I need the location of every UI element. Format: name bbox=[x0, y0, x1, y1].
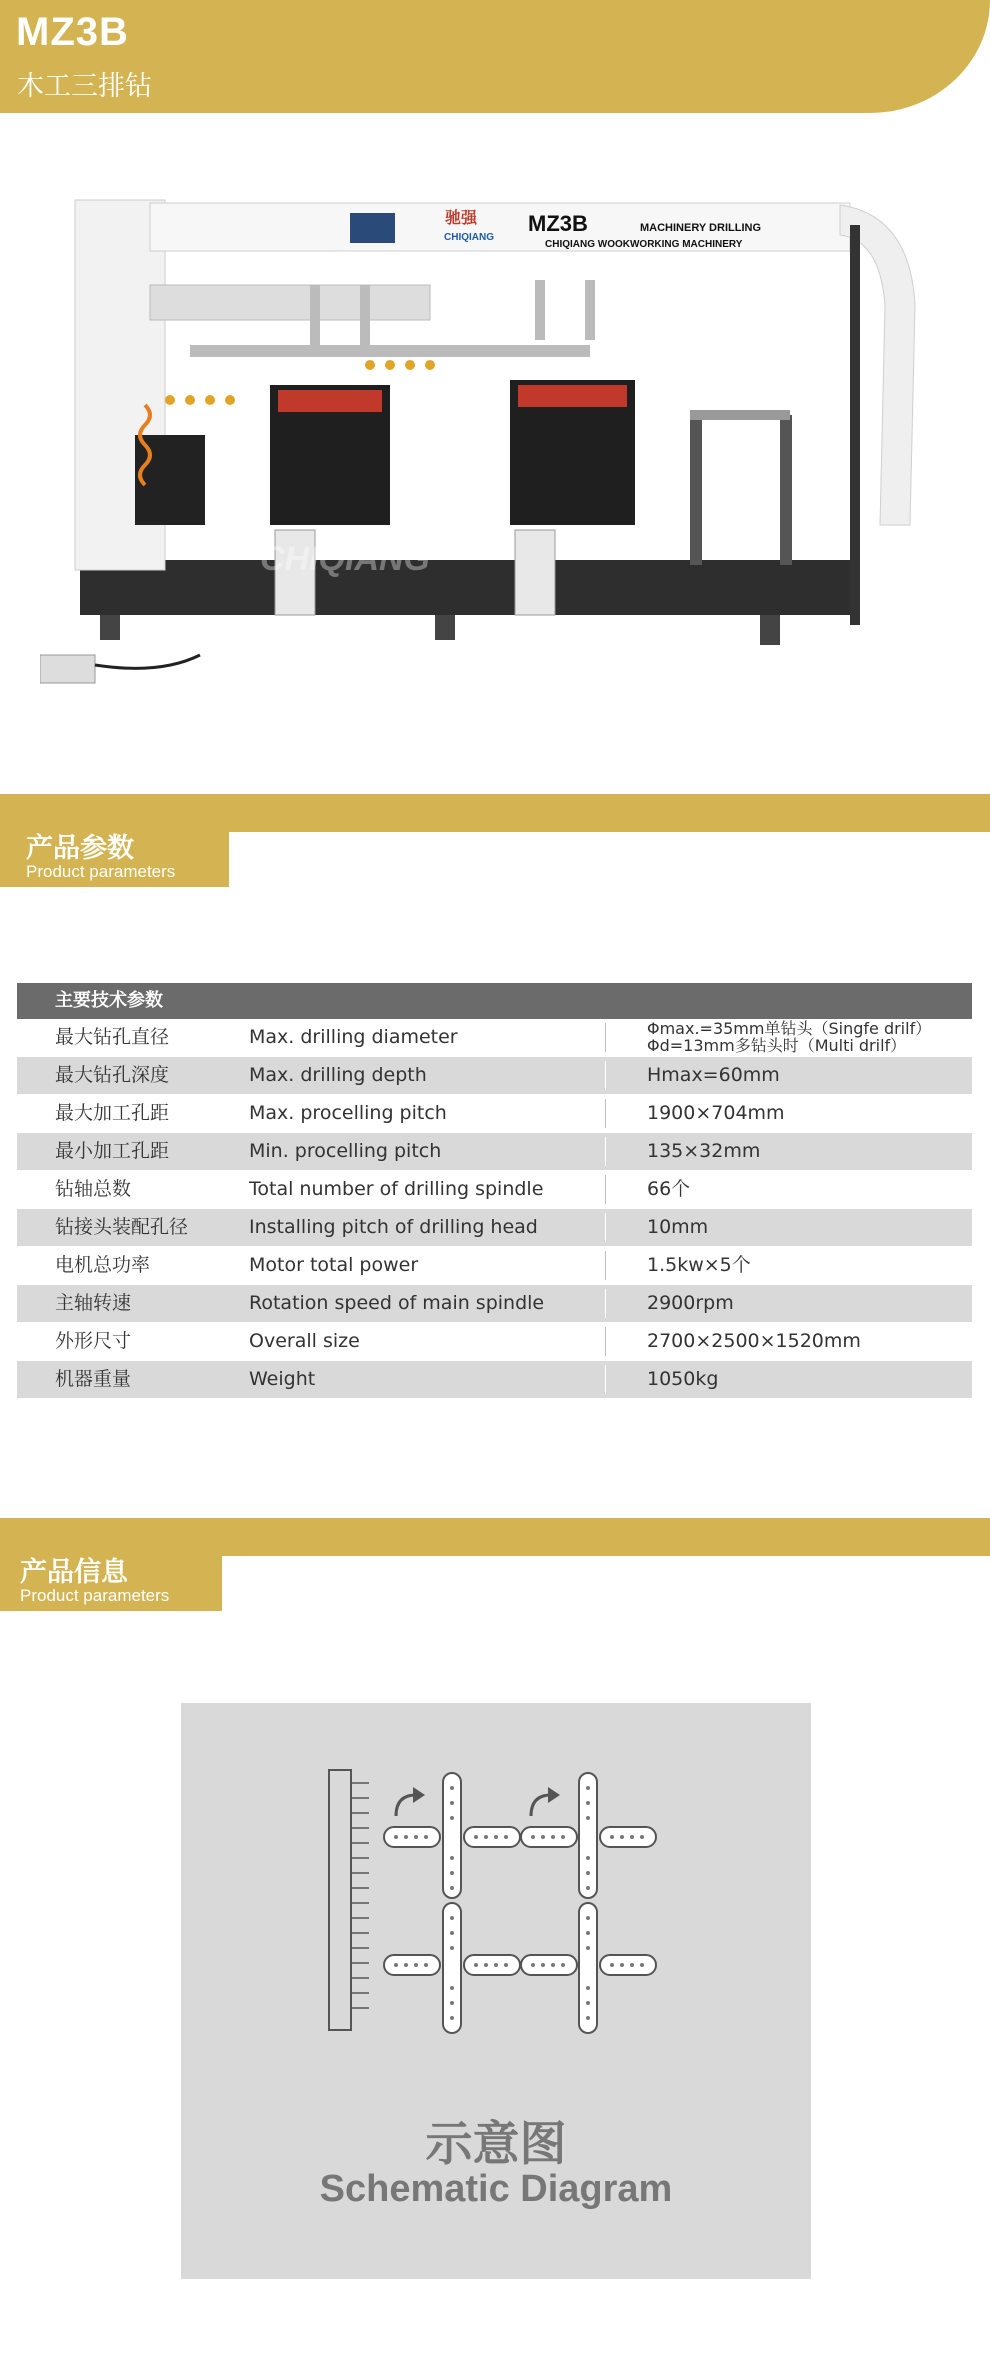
params-table bbox=[17, 983, 972, 1399]
row-value: 1050kg bbox=[647, 1368, 719, 1390]
table-row bbox=[17, 1171, 972, 1209]
row-divider bbox=[605, 1213, 606, 1242]
row-divider bbox=[605, 1061, 606, 1090]
row-label-en: Overall size bbox=[249, 1330, 360, 1352]
row-label-en: Max. procelling pitch bbox=[249, 1102, 447, 1124]
row-divider bbox=[605, 1251, 606, 1280]
section1-title-en: Product parameters bbox=[26, 862, 176, 881]
row-divider bbox=[605, 1365, 606, 1394]
row-value: 66个 bbox=[647, 1178, 691, 1200]
row-label-en: Rotation speed of main spindle bbox=[249, 1292, 545, 1314]
section2-tab bbox=[0, 1518, 222, 1611]
row-label-zh: 电机总功率 bbox=[55, 1254, 151, 1276]
row-label-zh: 最大钻孔直径 bbox=[55, 1026, 170, 1048]
row-label-zh: 机器重量 bbox=[55, 1368, 132, 1390]
brand-cn-label: 驰强 bbox=[445, 208, 478, 227]
brand-en-label: CHIQIANG bbox=[444, 232, 494, 243]
row-value: 2900rpm bbox=[647, 1292, 734, 1314]
row-divider bbox=[605, 1327, 606, 1356]
row-value: 10mm bbox=[647, 1216, 709, 1238]
section1-title-zh: 产品参数 bbox=[26, 833, 134, 864]
table-header: 主要技术参数 bbox=[17, 983, 972, 1019]
schematic-panel bbox=[181, 1703, 811, 2279]
row-label-en: Installing pitch of drilling head bbox=[249, 1216, 538, 1238]
row-value: 2700×2500×1520mm bbox=[647, 1330, 861, 1352]
row-label-zh: 最小加工孔距 bbox=[55, 1140, 170, 1162]
row-label-en: Max. drilling depth bbox=[249, 1064, 427, 1086]
section2-title-en: Product parameters bbox=[20, 1586, 170, 1605]
table-row bbox=[17, 1361, 972, 1399]
section1-tab bbox=[0, 794, 229, 887]
row-label-zh: 最大加工孔距 bbox=[55, 1102, 170, 1124]
table-row bbox=[17, 1095, 972, 1133]
table-row bbox=[17, 1209, 972, 1247]
row-divider bbox=[605, 1137, 606, 1166]
row-value: 135×32mm bbox=[647, 1140, 761, 1162]
machine-model-label: MZ3B bbox=[528, 211, 588, 236]
schematic-title-en: Schematic Diagram bbox=[319, 2168, 673, 2210]
row-value: 1900×704mm bbox=[647, 1102, 785, 1124]
watermark-label: CHIQIANG bbox=[260, 540, 430, 578]
table-row bbox=[17, 1323, 972, 1361]
row-value-line1: Φmax.=35mm单钻头（Singfe drilf） bbox=[647, 1019, 932, 1038]
row-label-zh: 钻接头装配孔径 bbox=[55, 1216, 189, 1238]
model-subtitle: 木工三排钻 bbox=[17, 71, 152, 102]
table-row bbox=[17, 1285, 972, 1323]
row-value bbox=[647, 1020, 931, 1054]
schematic-diagram bbox=[181, 1703, 811, 2103]
row-label-zh: 最大钻孔深度 bbox=[55, 1064, 170, 1086]
machine-image bbox=[40, 185, 940, 705]
row-value-line2: Φd=13mm多钻头时（Multi drilf） bbox=[647, 1036, 907, 1055]
row-value: Hmax=60mm bbox=[647, 1064, 780, 1086]
table-row bbox=[17, 1019, 972, 1057]
row-label-zh: 主轴转速 bbox=[55, 1292, 132, 1314]
table-row bbox=[17, 1247, 972, 1285]
row-label-en: Max. drilling diameter bbox=[249, 1026, 458, 1048]
row-divider bbox=[605, 1289, 606, 1318]
row-label-en: Weight bbox=[249, 1368, 316, 1390]
row-value: 1.5kw×5个 bbox=[647, 1254, 751, 1276]
row-label-zh: 外形尺寸 bbox=[55, 1330, 132, 1352]
row-label-en: Total number of drilling spindle bbox=[249, 1178, 544, 1200]
header-banner bbox=[0, 0, 990, 113]
machine-line2-label: CHIQIANG WOOKWORKING MACHINERY bbox=[545, 239, 743, 250]
table-row bbox=[17, 1133, 972, 1171]
section2-title-zh: 产品信息 bbox=[20, 1557, 128, 1588]
schematic-title-zh: 示意图 bbox=[425, 2117, 567, 2172]
row-divider bbox=[605, 1023, 606, 1052]
model-title: MZ3B bbox=[16, 10, 129, 54]
row-divider bbox=[605, 1099, 606, 1128]
machine-line1-label: MACHINERY DRILLING bbox=[640, 222, 761, 234]
row-label-zh: 钻轴总数 bbox=[55, 1178, 132, 1200]
table-row bbox=[17, 1057, 972, 1095]
row-label-en: Motor total power bbox=[249, 1254, 419, 1276]
row-label-en: Min. procelling pitch bbox=[249, 1140, 442, 1162]
row-divider bbox=[605, 1175, 606, 1204]
